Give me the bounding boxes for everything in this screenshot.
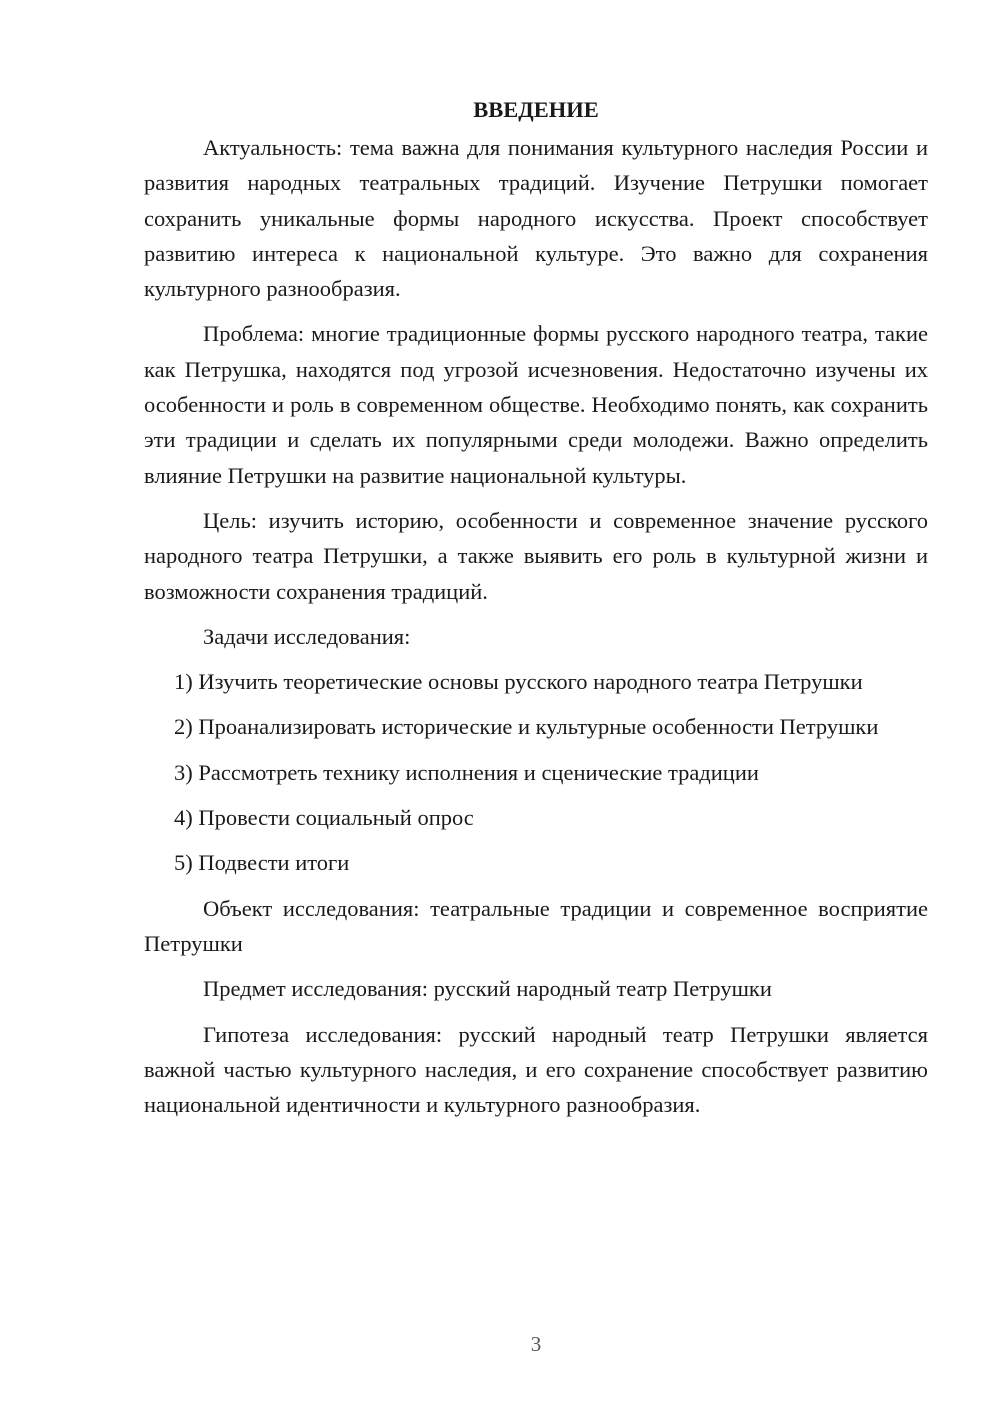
paragraph-object: Объект исследования: театральные традиции и современное восприятие Петрушки — [144, 895, 928, 956]
task-item-4: 4) Провести социальный опрос — [174, 805, 474, 831]
paragraph-tasks-heading: Задачи исследования: — [203, 623, 411, 649]
paragraph-goal: Цель: изучить историю, особенности и современное значение русского народного театра Петрушки, а также выявить его роль в культурной жизни и возможности сохранения традиций. — [144, 507, 928, 604]
document-page — [144, 92, 928, 1132]
task-item-3: 3) Рассмотреть технику исполнения и сценические традиции — [174, 759, 759, 785]
page-number: 3 — [530, 1332, 542, 1356]
paragraph-problem: Проблема: многие традиционные формы русского народного театра, такие как Петрушка, находятся под угрозой исчезновения. Недостаточно изучены их особенности и роль в современном обществе. Необходимо понять, как сохранить эти традиции и сделать их популярными среди молодежи. Важно определить влияние Петрушки на развитие национальной культуры. — [144, 321, 928, 488]
paragraph-hypothesis: Гипотеза исследования: русский народный театр Петрушки является важной частью культурного наследия, и его сохранение способствует развитию национальной идентичности и культурного разнообразия. — [144, 1021, 928, 1118]
page-title: ВВЕДЕНИЕ — [473, 97, 599, 122]
paragraph-relevance: Актуальность: тема важна для понимания культурного наследия России и развития народных театральных традиций. Изучение Петрушки помогает сохранить уникальные формы народного искусства. Проект способствует развитию интереса к национальной культуре. Это важно для сохранения культурного разнообразия. — [144, 135, 928, 302]
task-item-2: 2) Проанализировать исторические и культурные особенности Петрушки — [174, 714, 879, 740]
paragraph-subject: Предмет исследования: русский народный театр Петрушки — [203, 976, 772, 1002]
task-item-1: 1) Изучить теоретические основы русского народного театра Петрушки — [174, 669, 863, 695]
task-item-5: 5) Подвести итоги — [174, 850, 350, 876]
